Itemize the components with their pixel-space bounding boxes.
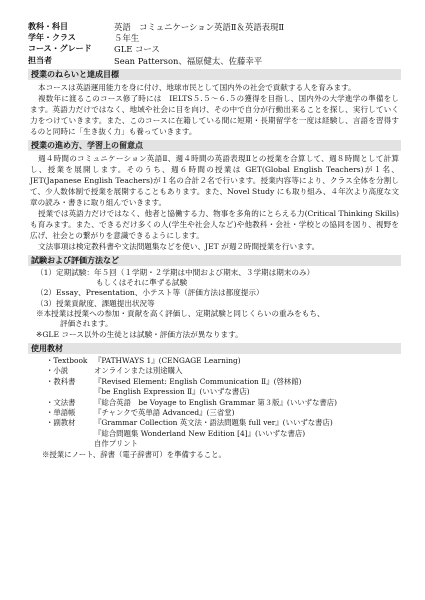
material-label: ・副教材 — [46, 418, 76, 428]
meta-key-subject: 教科・科目 — [28, 22, 68, 31]
evaluation-line: （2）Essay、Presentation、小テスト等（評価方法は都度提示） — [36, 288, 264, 298]
meta-value-course: GLE コース — [114, 44, 160, 55]
material-label: ・Textbook — [46, 355, 88, 365]
evaluation-line: ※本授業は授業への参加・貢献を高く評価し、定期試験と同じくらいの重みをもち、 — [36, 309, 325, 318]
section-heading-evaluation: 試験および評価方法など — [28, 255, 401, 266]
material-label: ・文法書 — [46, 397, 76, 407]
material-label: ・小説 — [46, 366, 69, 376]
material-label — [46, 439, 94, 449]
material-label: ・単語帳 — [46, 407, 76, 417]
section-heading-method: 授業の進め方、学習上の留意点 — [28, 140, 401, 151]
material-value: 『be English Expression Ⅱ』(いいずな書店) — [94, 387, 250, 397]
method-paragraph: 文法事項は検定教科書や文法問題集などを使い、JET が週２時間授業を行います。 — [38, 241, 320, 251]
meta-key-teacher: 担当者 — [28, 55, 52, 65]
section-heading-aims: 授業のねらいと達成目標 — [28, 69, 401, 80]
meta-value-teacher: Sean Patterson、福原健太、佐藤幸平 — [114, 55, 263, 66]
material-value: オンラインまたは別途購入 — [94, 366, 183, 376]
evaluation-line: 評価されます。 — [60, 319, 113, 329]
method-paragraph: 週４時間のコミュニケーション英語Ⅱ、週４時間の英語表現Ⅱとの授業を合算して、週８時間として計算し、授業を展開します。そのうち、週６時間の授業は GET(Global English Teachers)が１名、JET(Japanese English Teachers)が１名の合計２名で行います。授業内容等により、クラス全体を分割して、少人数体制で授業を展開することもあります。また、Novel Study にも取り組み、４年次より高度な文章の読み・書きに取り組んでいきます。 — [30, 153, 399, 207]
aims-paragraph: 複数年に渡るこのコース修了時には IELTS５.５～６.５の獲得を目指し、国内外の大学進学の準備をします。英語力だけではなく、地域や社会に目を向け、その中で自分が行動出来ることを探し、実行していく力をつけていきます。また、このコースに在籍している間に短期・長期留学を一度は経験し、言語を習得するのと同時に「生き抜く力」も養っていきます。 — [30, 93, 399, 136]
material-label — [46, 429, 94, 439]
material-value: 『総合問題集 Wonderland New Edition [4]』(いいずな書店) — [94, 428, 306, 438]
course-meta — [28, 22, 401, 66]
material-row — [46, 408, 401, 418]
meta-key-course: コース・グレード — [28, 44, 92, 54]
evaluation-line: （3）授業貢献度、課題提出状況等 — [36, 298, 155, 308]
meta-key-grade: 学年・クラス — [28, 33, 76, 43]
material-label — [46, 387, 94, 397]
section-heading-materials: 使用教材 — [28, 343, 401, 354]
material-value: 自作プリント — [94, 439, 139, 449]
evaluation-line: （1）定期試験：年５回（１学期・２学期は中間および期末、３学期は期末のみ） — [36, 267, 315, 277]
material-row — [46, 387, 401, 397]
meta-value-grade: ５年生 — [114, 33, 140, 44]
material-row — [46, 398, 401, 408]
material-row — [46, 366, 401, 376]
evaluation-line: もしくはそれに準ずる試験 — [96, 278, 188, 288]
material-row — [46, 439, 401, 449]
materials-note: ※授業にノート、辞書（電子辞書可）を準備すること。 — [42, 449, 226, 459]
material-row — [46, 356, 401, 366]
material-value: 『チャンクで英単語 Advanced』(三省堂) — [94, 407, 235, 417]
material-value: 『Grammar Collection 英文法・語法問題集 full ver』(いいずな書店) — [94, 418, 333, 428]
material-row — [46, 429, 401, 439]
evaluation-line: ※GLE コース以外の生徒とは試験・評価方法が異なります。 — [36, 329, 243, 339]
material-row — [46, 377, 401, 387]
material-value: 『総合英語 be Voyage to English Grammar 第３版』(いいずな書店) — [94, 397, 338, 407]
material-value: 『Revised Element: English Communication Ⅱ』(啓林館) — [94, 376, 302, 386]
materials-list — [42, 355, 401, 460]
aims-paragraph: 本コースは英語運用能力を身に付け、地球市民として国内外の社会で貢献する人を育みます。 — [38, 82, 356, 92]
material-row — [46, 418, 401, 428]
method-paragraph: 授業では英語力だけではなく、他者と協働する力、物事を多角的にとらえる力(Critical Thinking Skills)も育みます。また、できるだけ多くの人(学生や社会人など)や他教科・会社・学校との協同を図り、視野を広げ、社会との繋がりを意識できるようにします。 — [30, 208, 399, 240]
material-label: ・教科書 — [46, 376, 76, 386]
meta-value-subject: 英語 コミュニケーション英語Ⅱ＆英語表現Ⅱ — [114, 22, 285, 32]
evaluation-list — [36, 268, 401, 340]
material-value: 『PATHWAYS 1』(CENGAGE Learning) — [94, 355, 241, 365]
